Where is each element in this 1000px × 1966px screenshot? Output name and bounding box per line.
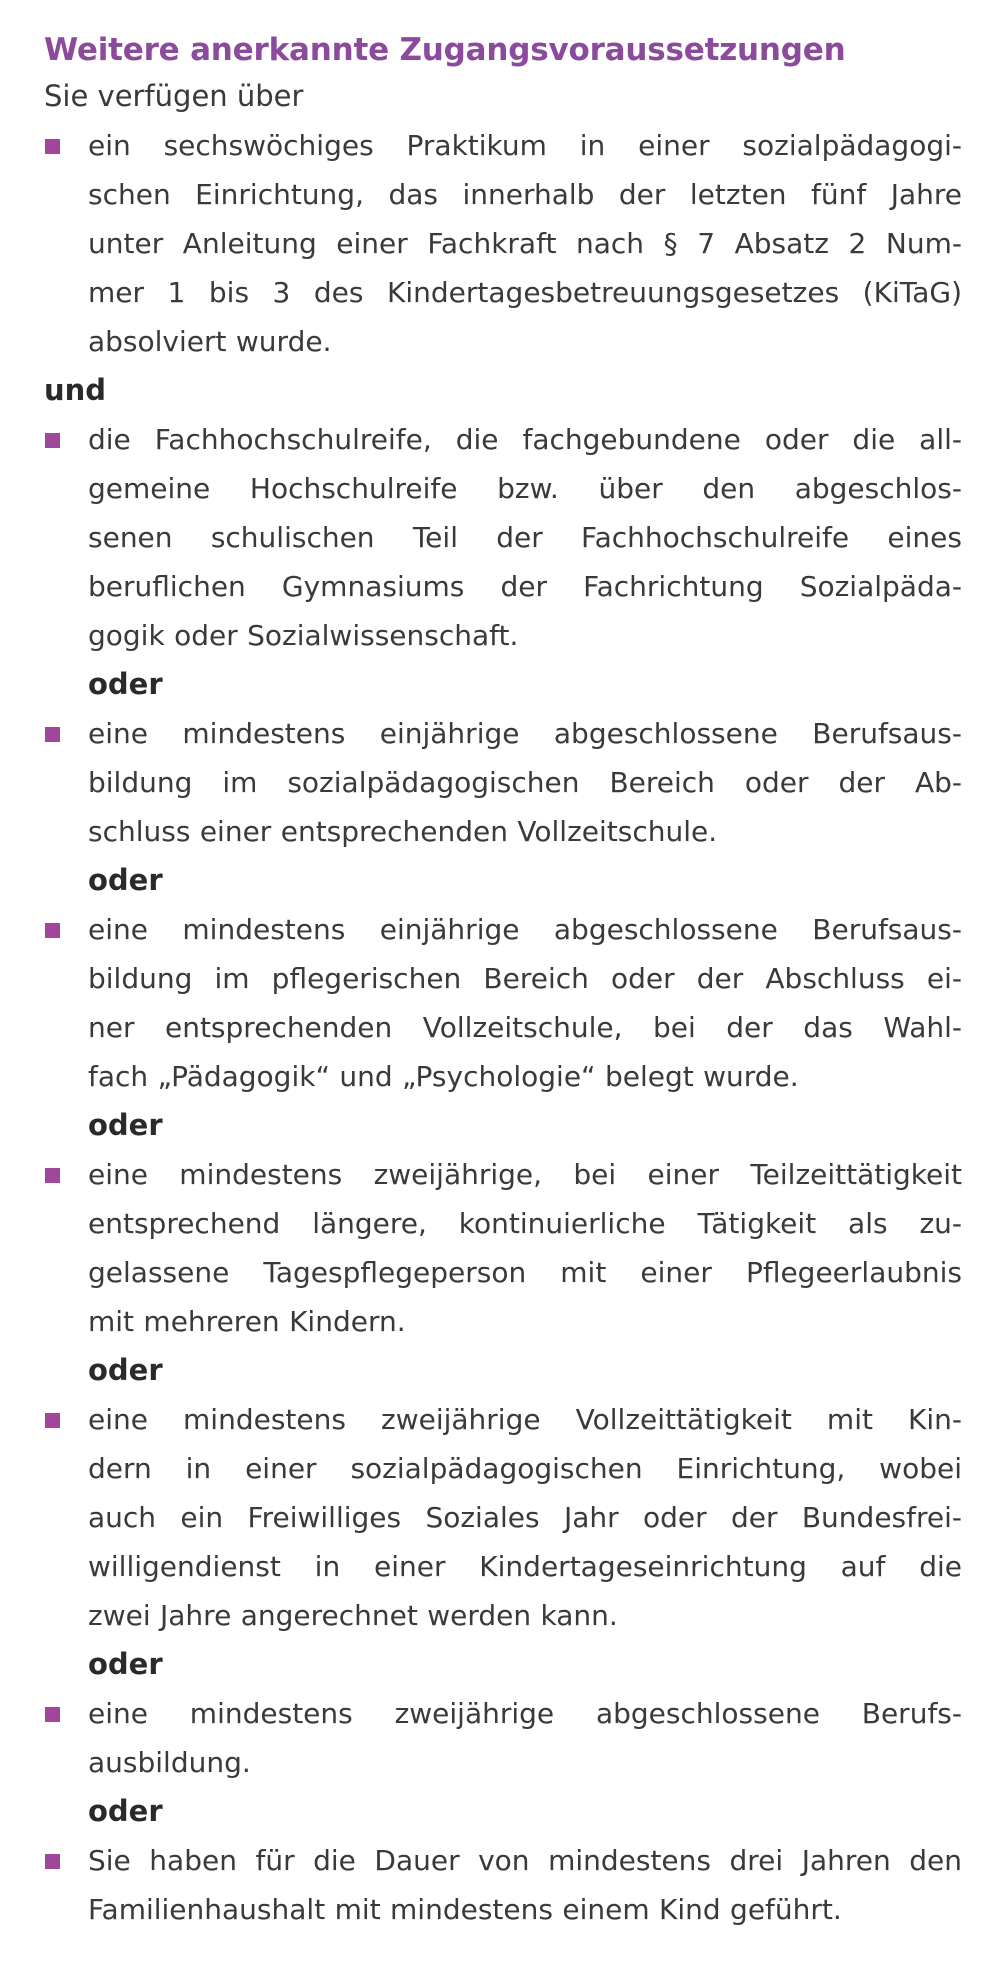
text-line: unter Anleitung einer Fachkraft nach § 7 Absatz 2 Num- <box>88 227 962 260</box>
section-heading: Weitere anerkannte Zugangsvoraussetzungen <box>44 32 846 68</box>
list-item-8 <box>44 1836 962 1934</box>
connector-oder: oder <box>88 1108 163 1142</box>
list-item-7 <box>44 1689 962 1787</box>
list-item-text <box>88 1836 962 1934</box>
text-line: entsprechend längere, kontinuierliche Tätigkeit als zu- <box>88 1207 962 1240</box>
intro-text: Sie verfügen über <box>44 79 304 113</box>
square-bullet-icon <box>45 727 60 742</box>
list-item-text <box>88 1395 962 1640</box>
list-item-text <box>88 1150 962 1346</box>
list-item-2 <box>44 415 962 660</box>
square-bullet-icon <box>45 433 60 448</box>
text-line: auch ein Freiwilliges Soziales Jahr oder der Bundesfrei- <box>88 1501 962 1534</box>
list-item-3 <box>44 709 962 856</box>
text-line: bildung im sozialpädagogischen Bereich oder der Ab- <box>88 766 962 799</box>
text-line: ner entsprechenden Vollzeitschule, bei der das Wahl- <box>88 1011 962 1044</box>
text-line: eine mindestens zweijährige abgeschlossene Berufs- <box>88 1697 962 1730</box>
square-bullet-icon <box>45 1854 60 1869</box>
list-item-text <box>88 121 962 366</box>
list-item-text <box>88 709 962 856</box>
text-line: gogik oder Sozialwissenschaft. <box>88 619 519 652</box>
list-item-1 <box>44 121 962 366</box>
text-line: mit mehreren Kindern. <box>88 1305 406 1338</box>
text-line: bildung im pflegerischen Bereich oder der Abschluss ei- <box>88 962 962 995</box>
text-line: eine mindestens zweijährige Vollzeittätigkeit mit Kin- <box>88 1403 962 1436</box>
connector-oder: oder <box>88 1794 163 1828</box>
text-line: eine mindestens einjährige abgeschlossene Berufsaus- <box>88 717 962 750</box>
list-item-6 <box>44 1395 962 1640</box>
connector-und: und <box>44 373 107 407</box>
text-line: dern in einer sozialpädagogischen Einrichtung, wobei <box>88 1452 962 1485</box>
connector-oder: oder <box>88 1353 163 1387</box>
text-line: fach „Pädagogik“ und „Psychologie“ belegt wurde. <box>88 1060 799 1093</box>
text-line: die Fachhochschulreife, die fachgebundene oder die all- <box>88 423 962 456</box>
list-item-text <box>88 415 962 660</box>
text-line: willigendienst in einer Kindertageseinrichtung auf die <box>88 1550 962 1583</box>
square-bullet-icon <box>45 1707 60 1722</box>
square-bullet-icon <box>45 1168 60 1183</box>
text-line: eine mindestens einjährige abgeschlossene Berufsaus- <box>88 913 962 946</box>
connector-oder: oder <box>88 863 163 897</box>
text-line: ausbildung. <box>88 1746 251 1779</box>
list-item-4 <box>44 905 962 1101</box>
text-line: beruflichen Gymnasiums der Fachrichtung Sozialpäda- <box>88 570 962 603</box>
text-line: Sie haben für die Dauer von mindestens drei Jahren den <box>88 1844 962 1877</box>
text-line: zwei Jahre angerechnet werden kann. <box>88 1599 618 1632</box>
text-line: gemeine Hochschulreife bzw. über den abgeschlos- <box>88 472 962 505</box>
connector-oder: oder <box>88 1647 163 1681</box>
list-item-text <box>88 1689 962 1787</box>
text-line: senen schulischen Teil der Fachhochschulreife eines <box>88 521 962 554</box>
text-line: gelassene Tagespflegeperson mit einer Pflegeerlaubnis <box>88 1256 962 1289</box>
text-line: schluss einer entsprechenden Vollzeitschule. <box>88 815 718 848</box>
text-line: absolviert wurde. <box>88 325 332 358</box>
list-item-5 <box>44 1150 962 1346</box>
text-line: mer 1 bis 3 des Kindertagesbetreuungsgesetzes (KiTaG) <box>88 276 962 309</box>
text-line: ein sechswöchiges Praktikum in einer sozialpädagogi- <box>88 129 962 162</box>
square-bullet-icon <box>45 923 60 938</box>
connector-oder: oder <box>88 667 163 701</box>
list-item-text <box>88 905 962 1101</box>
text-line: schen Einrichtung, das innerhalb der letzten fünf Jahre <box>88 178 962 211</box>
text-line: eine mindestens zweijährige, bei einer Teilzeittätigkeit <box>88 1158 962 1191</box>
square-bullet-icon <box>45 1413 60 1428</box>
text-line: Familienhaushalt mit mindestens einem Kind geführt. <box>88 1893 842 1926</box>
document-page <box>44 28 962 1934</box>
square-bullet-icon <box>45 139 60 154</box>
